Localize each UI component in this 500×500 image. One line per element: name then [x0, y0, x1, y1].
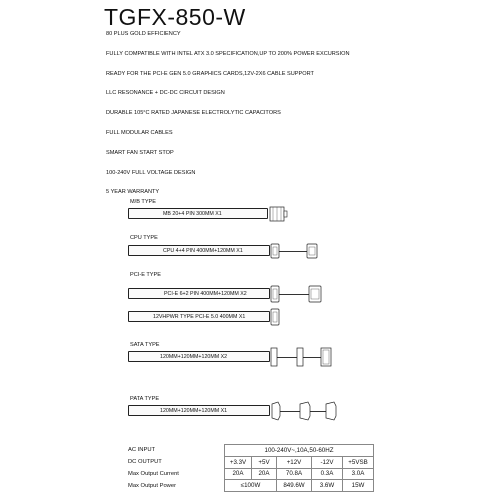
max-current-cell: 0.3A — [312, 468, 343, 480]
pcie-wire — [278, 294, 310, 295]
max-power-cell: ≤100W — [225, 480, 277, 492]
max-power-cell: 849.6W — [277, 480, 312, 492]
pcie-connector-icon — [308, 285, 322, 303]
pata-cable-label: 120MM+120MM+120MM X1 — [160, 408, 228, 414]
feature-list — [106, 31, 349, 209]
pata-connector-icon — [298, 401, 312, 421]
pcie-cable — [128, 287, 338, 301]
pcie-type-title: PCI-E TYPE — [130, 272, 161, 278]
pata-cable — [128, 404, 358, 418]
product-title: TGFX-850-W — [104, 4, 246, 30]
spec-table — [128, 444, 374, 492]
cpu-cable — [128, 244, 328, 258]
ac-input-value: 100-240V~,10A,50-60HZ — [225, 445, 374, 457]
pcie-cable-label: PCI-E 6+2 PIN 400MM+120MM X2 — [164, 291, 247, 297]
dc-output-row — [128, 456, 374, 468]
feature-item: 80 PLUS GOLD EFFICIENCY — [106, 31, 181, 37]
max-current-cell: 20A — [225, 468, 252, 480]
cpu-connector-icon — [306, 243, 318, 259]
sata-cable-label: 120MM+120MM+120MM X2 — [160, 354, 228, 360]
pcie-connector-icon — [270, 285, 280, 303]
feature-item: FULL MODULAR CABLES — [106, 129, 173, 136]
cpu-type-title: CPU TYPE — [130, 235, 158, 241]
dc-output-cell: +12V — [277, 456, 312, 468]
feature-item: SMART FAN START STOP — [106, 149, 174, 156]
ac-input-label: AC INPUT — [128, 447, 156, 454]
dc-output-cell: +5VSB — [343, 456, 374, 468]
pata-connector-icon — [270, 401, 282, 421]
dc-output-cell: -12V — [312, 456, 343, 468]
max-power-cell: 15W — [343, 480, 374, 492]
dc-output-cell: +3.3V — [225, 456, 252, 468]
feature-item: 100-240V FULL VOLTAGE DESIGN — [106, 169, 196, 176]
dc-output-label: DC OUTPUT — [128, 459, 162, 466]
max-current-cell: 20A — [252, 468, 277, 480]
pata-type-title: PATA TYPE — [130, 396, 160, 402]
max-current-cell: 70.8A — [277, 468, 312, 480]
mb-connector-icon — [268, 203, 292, 225]
max-current-row — [128, 468, 374, 480]
sata-type-title: SATA TYPE — [130, 342, 160, 348]
mb-type-title: M/B TYPE — [130, 199, 157, 205]
mb-cable-label: MB 20+4 PIN 300MM X1 — [163, 211, 222, 217]
sata-connector-icon — [320, 347, 332, 367]
feature-item: LLC RESONANCE + DC-DC CIRCUIT DESIGN — [106, 90, 225, 97]
max-power-row — [128, 480, 374, 492]
sata-cable — [128, 350, 358, 364]
max-power-cell: 3.6W — [312, 480, 343, 492]
feature-item: FULLY COMPATIBLE WITH INTEL ATX 3.0 SPECIFICATION,UP TO 200% POWER EXCURSION — [106, 50, 350, 57]
pcie5-cable-label: 12VHPWR TYPE PCI-E 5.0 400MM X1 — [153, 314, 246, 320]
pcie5-cable — [128, 310, 338, 324]
max-current-cell: 3.0A — [343, 468, 374, 480]
feature-item: READY FOR THE PCI-E GEN 5.0 GRAPHICS CARDS,12V-2X6 CABLE SUPPORT — [106, 70, 314, 77]
mb-cable — [128, 207, 298, 221]
cpu-cable-label: CPU 4+4 PIN 400MM+120MM X1 — [163, 248, 243, 254]
sata-connector-icon — [270, 347, 278, 367]
feature-item: 5 YEAR WARRANTY — [106, 189, 160, 196]
ac-input-row — [128, 445, 374, 457]
max-power-label: Max Output Power — [128, 482, 177, 489]
dc-output-cell: +5V — [252, 456, 277, 468]
max-current-label: Max Output Current — [128, 470, 179, 477]
cpu-wire — [278, 251, 308, 252]
cpu-connector-icon — [270, 243, 280, 259]
sata-connector-icon — [296, 347, 304, 367]
feature-item: DURABLE 105°C RATED JAPANESE ELECTROLYTIC CAPACITORS — [106, 110, 281, 117]
pata-connector-icon — [324, 401, 338, 421]
12vhpwr-connector-icon — [270, 308, 280, 326]
